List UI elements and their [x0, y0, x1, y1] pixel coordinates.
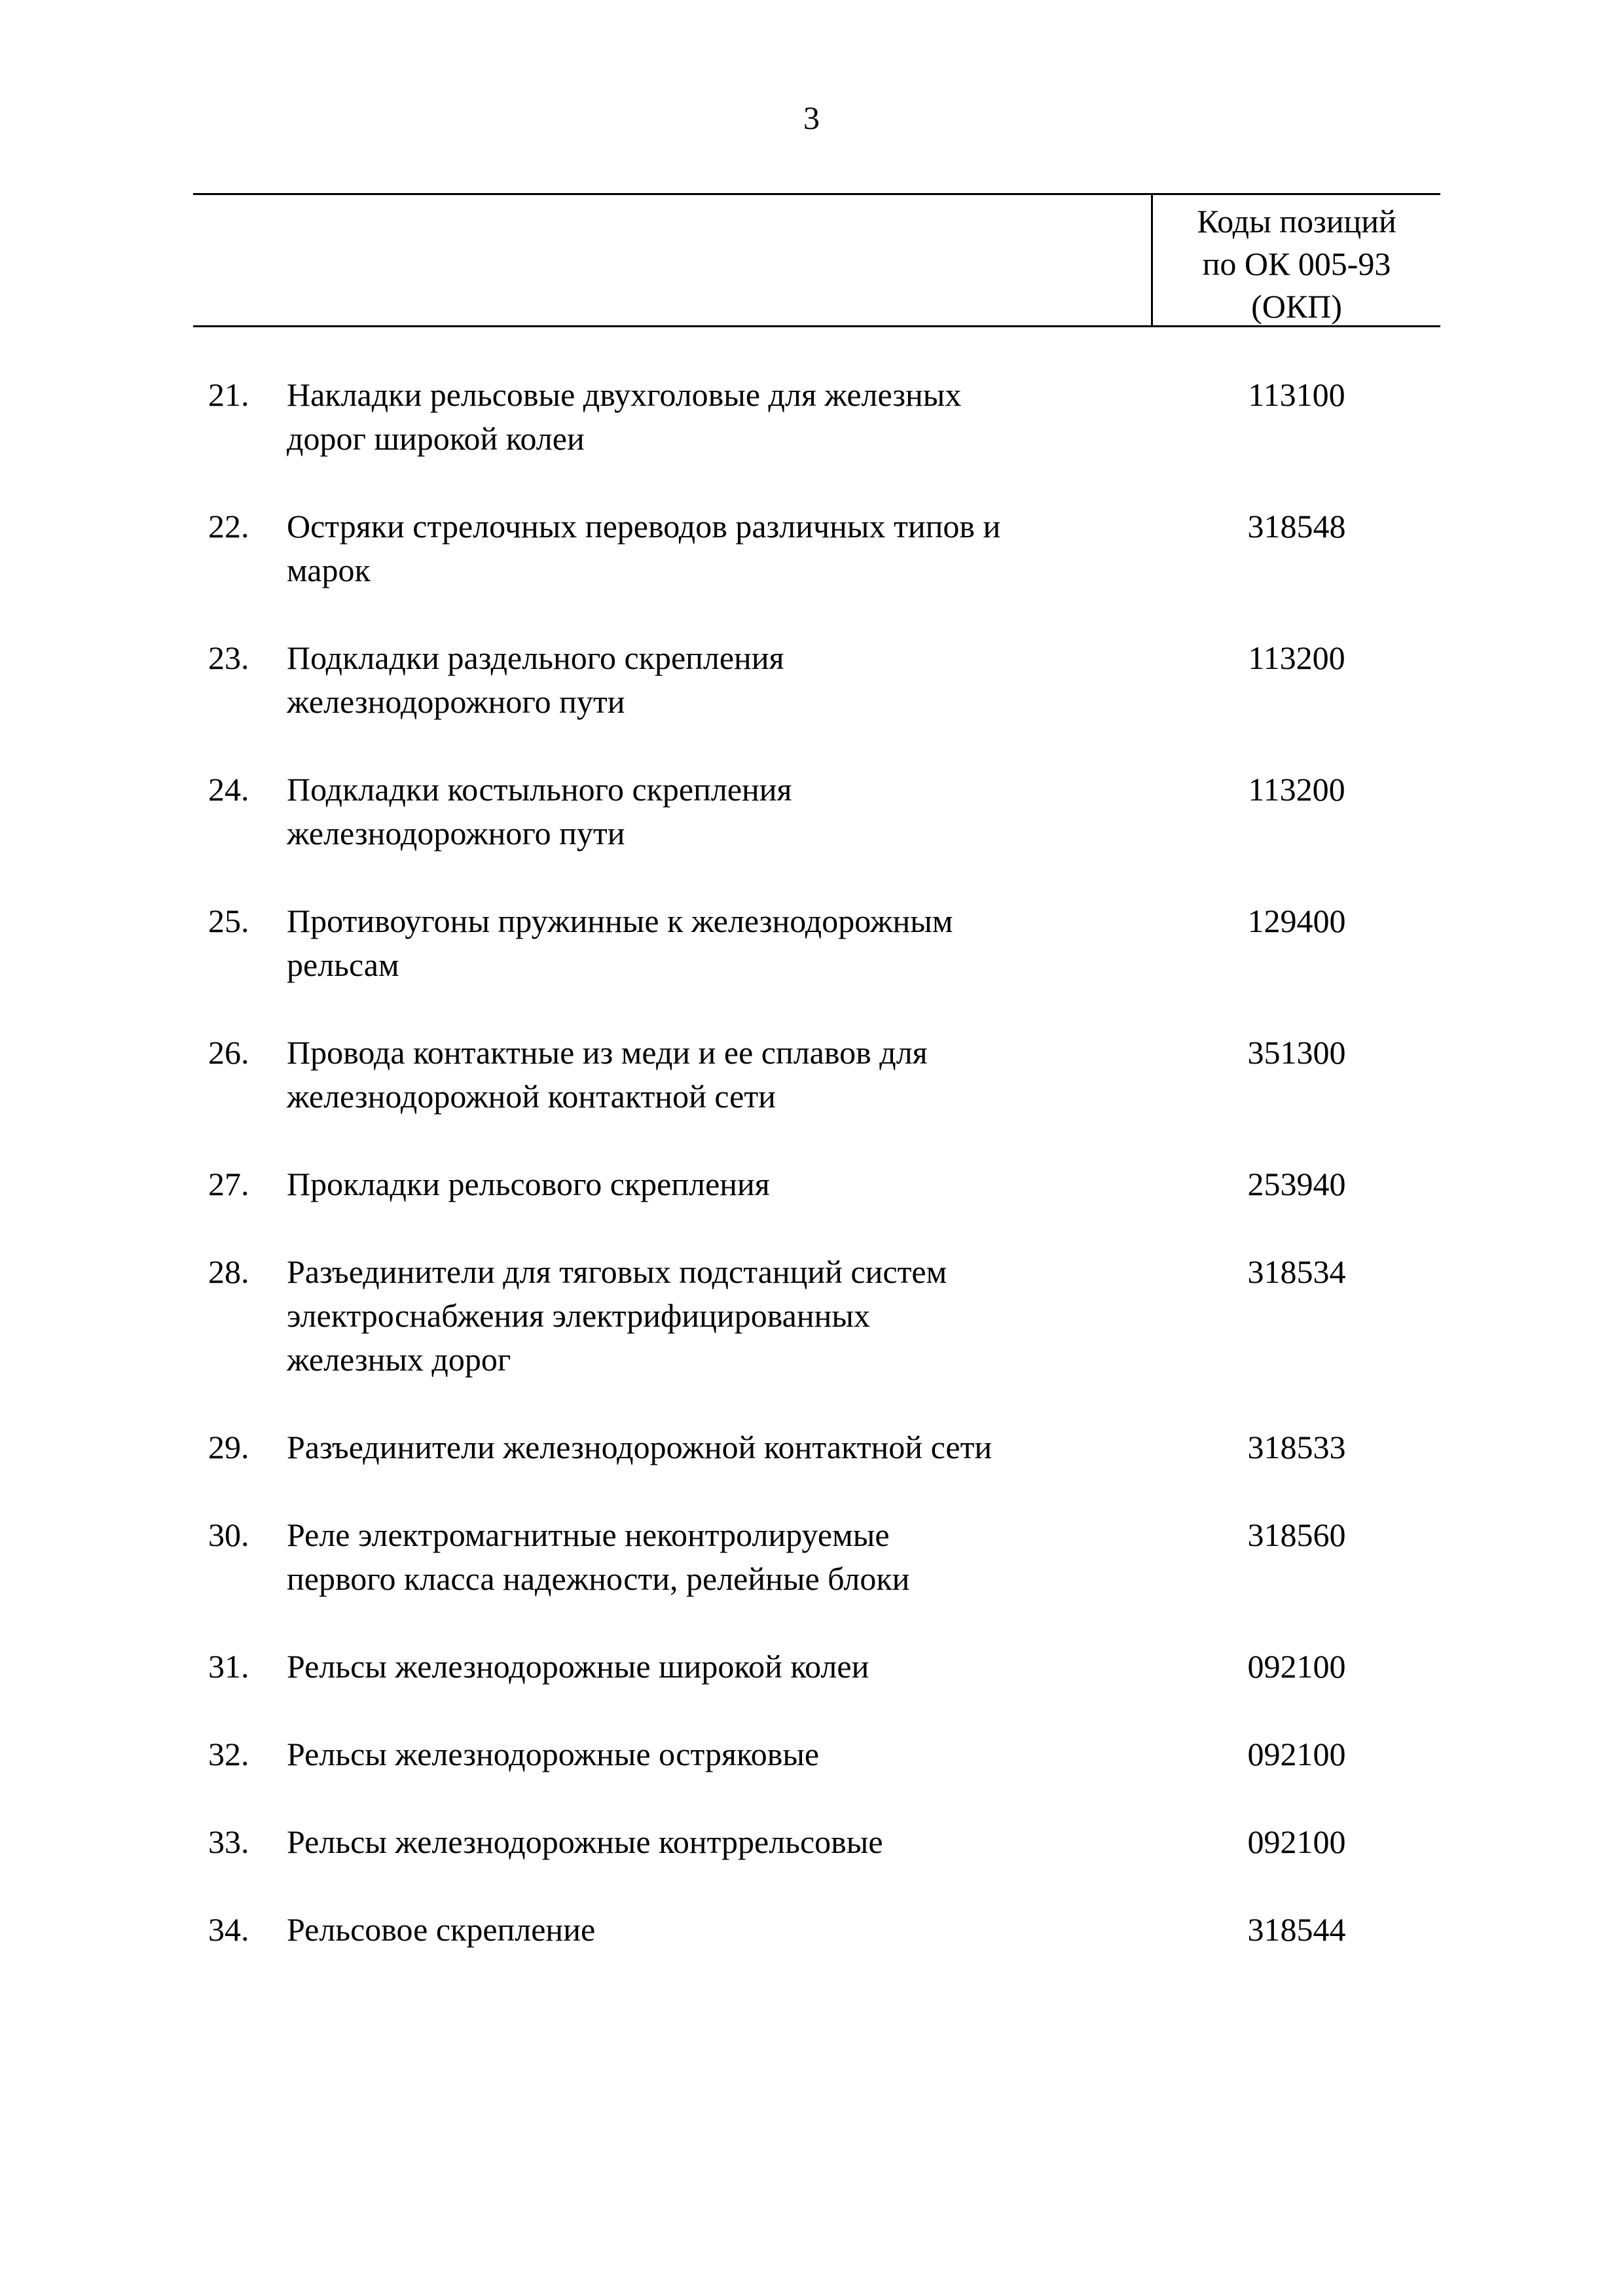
list-item — [0, 505, 1623, 592]
item-code: 113200 — [1248, 639, 1345, 676]
item-name-line: Подкладки раздельного скрепления — [287, 639, 784, 676]
list-item — [0, 373, 1623, 461]
item-code: 318533 — [1247, 1429, 1346, 1465]
item-number: 31. — [208, 1648, 249, 1685]
item-name-line: Реле электромагнитные неконтролируемые — [287, 1516, 890, 1553]
item-name-line: Провода контактные из меди и ее сплавов для — [287, 1034, 928, 1071]
code-column-header-line: (ОКП) — [1251, 288, 1342, 325]
item-number: 29. — [208, 1429, 249, 1465]
item-code: 092100 — [1247, 1736, 1346, 1772]
item-code: 318560 — [1247, 1516, 1346, 1553]
item-name-line: марок — [287, 552, 371, 588]
item-code: 318548 — [1247, 508, 1346, 545]
item-number: 22. — [208, 508, 249, 545]
item-name — [287, 1513, 1138, 1601]
items-list — [0, 373, 1623, 1996]
item-code: 113100 — [1248, 376, 1345, 413]
item-number: 33. — [208, 1823, 249, 1860]
code-column-header — [1153, 200, 1440, 328]
item-name-line: железнодорожного пути — [287, 815, 625, 852]
item-code: 129400 — [1247, 903, 1346, 939]
item-name — [287, 636, 1138, 724]
item-code: 318544 — [1247, 1911, 1346, 1948]
item-name — [287, 1908, 1138, 1952]
code-column-header-line: Коды позиций — [1197, 203, 1396, 240]
item-name-line: Остряки стрелочных переводов различных типов и — [287, 508, 1001, 545]
item-code: 318534 — [1247, 1253, 1346, 1290]
item-name — [287, 1250, 1138, 1382]
list-item — [0, 1513, 1623, 1601]
item-number: 32. — [208, 1736, 249, 1772]
item-name — [287, 1820, 1138, 1864]
item-number: 26. — [208, 1034, 249, 1071]
item-number: 24. — [208, 771, 249, 808]
item-name-line: рельсам — [287, 946, 399, 983]
item-name-line: Разъединители для тяговых подстанций систем — [287, 1253, 947, 1290]
item-name — [287, 768, 1138, 855]
list-item — [0, 1162, 1623, 1206]
item-number: 30. — [208, 1516, 249, 1553]
item-number: 23. — [208, 639, 249, 676]
item-name — [287, 899, 1138, 987]
item-name — [287, 1162, 1138, 1206]
item-name-line: Прокладки рельсового скрепления — [287, 1166, 770, 1202]
item-name — [287, 373, 1138, 461]
item-code: 092100 — [1247, 1648, 1346, 1685]
item-number: 34. — [208, 1911, 249, 1948]
item-number: 25. — [208, 903, 249, 939]
item-name-line: Разъединители железнодорожной контактной сети — [287, 1429, 993, 1465]
item-name-line: Рельсы железнодорожные остряковые — [287, 1736, 820, 1772]
item-name-line: дорог широкой колеи — [287, 420, 585, 457]
item-name-line: Рельсовое скрепление — [287, 1911, 596, 1948]
item-name-line: электроснабжения электрифицированных — [287, 1297, 870, 1334]
code-column-header-line: по ОК 005-93 — [1202, 245, 1391, 282]
list-item — [0, 636, 1623, 724]
item-name-line: Подкладки костыльного скрепления — [287, 771, 792, 808]
list-item — [0, 1031, 1623, 1119]
item-name-line: Рельсы железнодорожные контррельсовые — [287, 1823, 883, 1860]
item-name — [287, 1732, 1138, 1776]
table-header — [193, 193, 1440, 327]
item-name-line: железнодорожной контактной сети — [287, 1078, 776, 1115]
list-item — [0, 1732, 1623, 1776]
list-item — [0, 1645, 1623, 1689]
item-name-line: Рельсы железнодорожные широкой колеи — [287, 1648, 869, 1685]
list-item — [0, 1426, 1623, 1469]
item-name — [287, 1426, 1138, 1469]
page-number: 3 — [803, 99, 820, 136]
item-code: 253940 — [1247, 1166, 1346, 1202]
list-item — [0, 1908, 1623, 1952]
item-name — [287, 1031, 1138, 1119]
list-item — [0, 1820, 1623, 1864]
item-code: 351300 — [1247, 1034, 1346, 1071]
item-name-line: железных дорог — [287, 1341, 511, 1378]
item-name-line: железнодорожного пути — [287, 683, 625, 720]
list-item — [0, 899, 1623, 987]
list-item — [0, 768, 1623, 855]
item-name — [287, 505, 1138, 592]
item-code: 113200 — [1248, 771, 1345, 808]
item-name-line: первого класса надежности, релейные блоки — [287, 1560, 910, 1597]
item-number: 21. — [208, 376, 249, 413]
item-code: 092100 — [1247, 1823, 1346, 1860]
item-name-line: Противоугоны пружинные к железнодорожным — [287, 903, 953, 939]
item-name-line: Накладки рельсовые двухголовые для железных — [287, 376, 962, 413]
item-name — [287, 1645, 1138, 1689]
item-number: 28. — [208, 1253, 249, 1290]
item-number: 27. — [208, 1166, 249, 1202]
list-item — [0, 1250, 1623, 1382]
